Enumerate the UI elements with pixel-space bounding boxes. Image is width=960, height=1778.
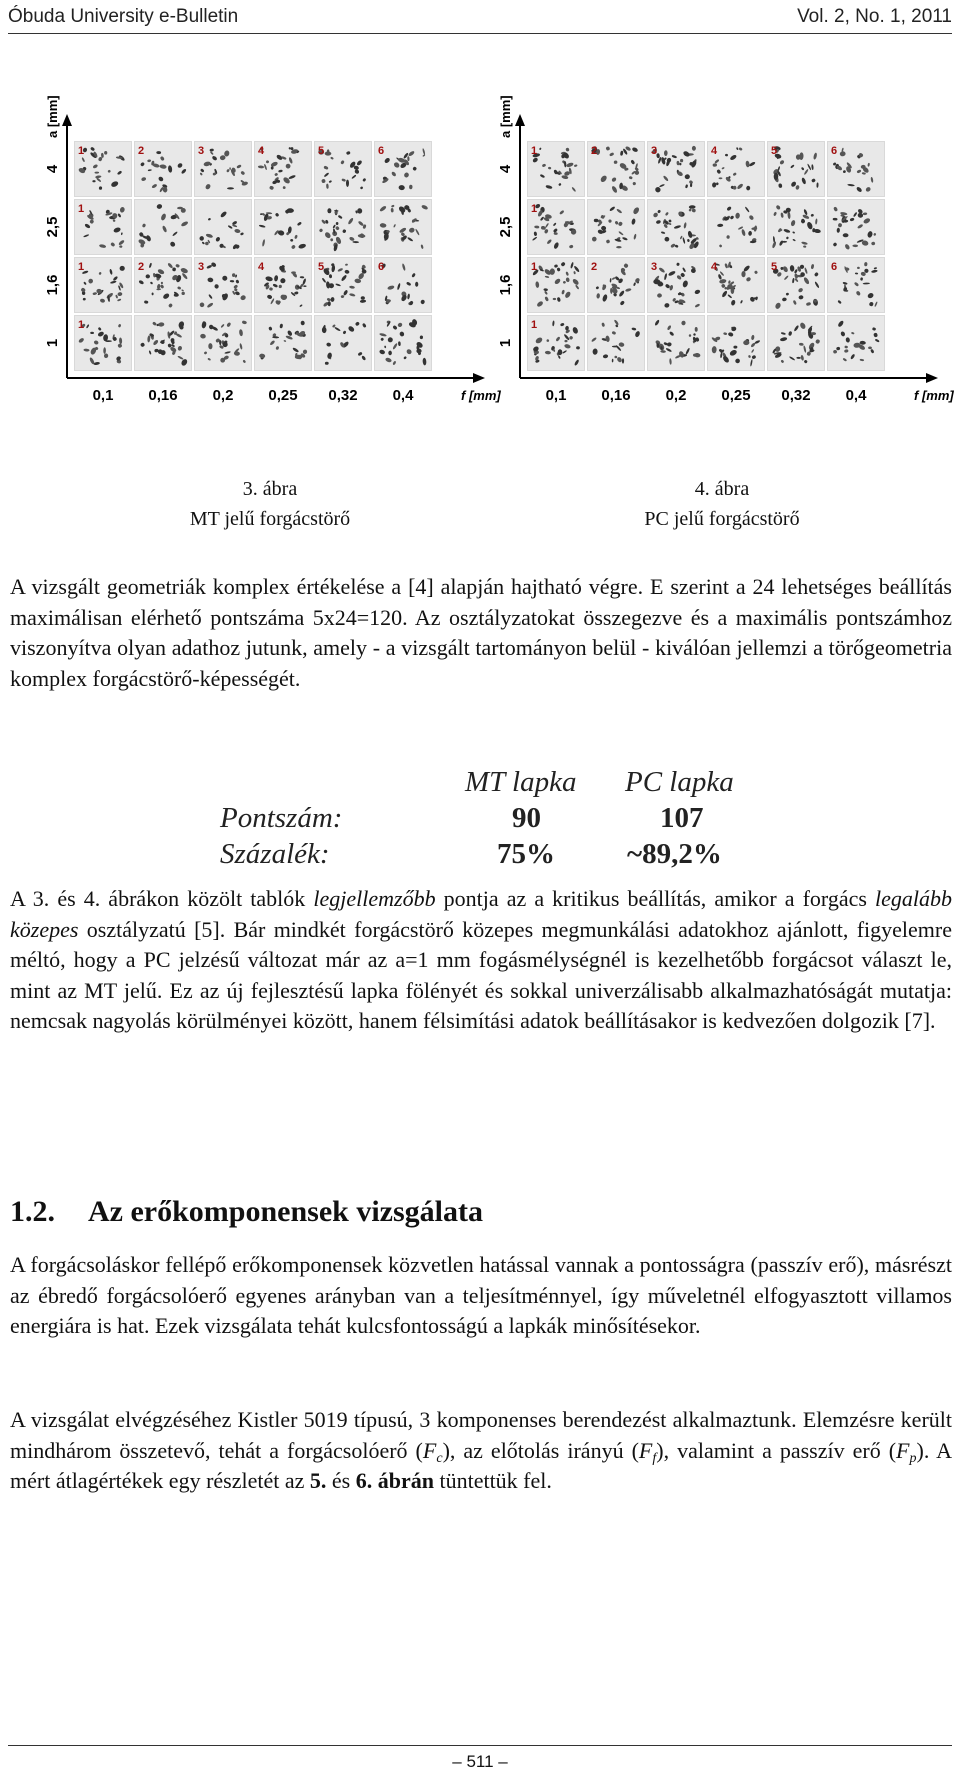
- p2-text-3: osztályzatú [5]. Bár mindkét forgácstörő közepes megmunkálási adatokhoz ajánlott, figyelemre méltó, hogy a PC jelzésű változat már az a=1 mm fogásmélységnél is kezelhetőbb forgácsot választ le, mint az MT jelű. Ez az új fejlesztésű lapka fölényét és sokkal univerzálisabb alkalmazhatóságát mutatja: nemcsak nagyolás körülményei között, hanem félsimítási adatok beállításakor is kedvezően dolgozik [7].: [10, 916, 952, 1033]
- x-tick-label: 0,16: [601, 387, 631, 404]
- chip-photo-cell: [528, 200, 584, 254]
- cell-number-label: 1: [531, 203, 538, 215]
- footer-rule: [8, 1745, 952, 1746]
- x-axis-unit: f [mm]: [914, 388, 954, 403]
- x-axis-unit: f [mm]: [461, 388, 501, 403]
- cell-number-label: 2: [591, 145, 598, 157]
- figure-3-svg: [25, 95, 501, 450]
- x-tick-label: 0,25: [721, 387, 751, 404]
- p4-subscript-p: p: [909, 1450, 917, 1466]
- figure-3-title: MT jelű forgácstörő: [189, 508, 351, 530]
- p2-italic-1: legjellemzőbb: [313, 886, 436, 911]
- p4-subscript-c: c: [436, 1450, 443, 1466]
- chip-photo-cell: [588, 258, 644, 312]
- chip-photo-cell: [315, 316, 371, 370]
- figure-4-caption: [542, 474, 902, 534]
- x-tick-label: 0,2: [212, 387, 234, 404]
- score-row2-pc: ~89,2%: [627, 838, 722, 870]
- p2-text-1: A 3. és 4. ábrákon közölt tablók: [10, 886, 314, 911]
- chip-photo-cell: [315, 142, 371, 196]
- score-row2-label: Százalék:: [220, 838, 330, 870]
- cell-number-label: 1: [78, 319, 85, 331]
- paragraph-measurement: [10, 1405, 952, 1497]
- cell-number-label: 3: [651, 261, 658, 273]
- x-tick-label: 0,4: [392, 387, 414, 404]
- cell-number-label: 4: [711, 145, 718, 157]
- chip-photo-cell: [768, 316, 824, 370]
- p4-force-symbol-2: F: [638, 1437, 653, 1463]
- cell-number-label: 5: [318, 261, 325, 273]
- section-title: Az erőkomponensek vizsgálata: [88, 1195, 483, 1228]
- cell-number-label: 6: [831, 261, 838, 273]
- chip-photo-cell: [588, 200, 644, 254]
- chip-photo-cell: [528, 258, 584, 312]
- page-number: – 511 –: [452, 1752, 508, 1771]
- section-heading: [10, 1195, 483, 1229]
- chip-photo-cell: [75, 258, 131, 312]
- chip-photo-cell: [135, 142, 191, 196]
- y-tick-label: 2,5: [44, 216, 61, 238]
- cell-number-label: 2: [138, 261, 145, 273]
- cell-number-label: 5: [318, 145, 325, 157]
- journal-name: Óbuda University e-Bulletin: [8, 6, 239, 27]
- score-header-mt: MT lapka: [465, 766, 577, 798]
- y-axis-arrow-icon: [515, 114, 525, 126]
- y-tick-label: 2,5: [497, 216, 514, 238]
- cell-number-label: 4: [258, 261, 265, 273]
- volume-info: Vol. 2, No. 1, 2011: [797, 6, 952, 27]
- p4-text-5: és: [326, 1468, 356, 1493]
- cell-number-label: 3: [198, 145, 205, 157]
- chip-photo-cell: [135, 200, 191, 254]
- y-tick-label: 1: [497, 338, 514, 348]
- x-tick-label: 0,1: [545, 387, 567, 404]
- chip-photo-cell: [255, 142, 311, 196]
- section-number: 1.2.: [10, 1195, 55, 1228]
- chip-photo-cell: [588, 142, 644, 196]
- p4-force-symbol-3: F: [896, 1437, 910, 1463]
- cell-number-label: 6: [831, 145, 838, 157]
- x-tick-label: 0,1: [92, 387, 114, 404]
- score-header-pc: PC lapka: [625, 766, 734, 798]
- chip-photo-cell: [528, 316, 584, 370]
- chip-photo-cell: [75, 200, 131, 254]
- chip-photo-cell: [828, 316, 884, 370]
- cell-number-label: 1: [531, 145, 538, 157]
- chip-photo-cell: [255, 316, 311, 370]
- cell-number-label: 5: [771, 145, 778, 157]
- p4-text-4: ). A mért átlagértékek egy részletét az: [10, 1437, 953, 1493]
- chip-photo-cell: [828, 258, 884, 312]
- paragraph-evaluation: A vizsgált geometriák komplex értékelése a [4] alapján hajtható végre. E szerint a 24 lehetséges beállítás maximálisan elérhető pontszáma 5x24=120. Az osztályzatokat összegezve és a maximális pontszámhoz viszonyítva olyan adathoz jutunk, amely - a vizsgált tartományon belül - kiválóan jellemzi a törőgeometria komplex forgácstörő-képességét.: [10, 574, 952, 691]
- cell-number-label: 2: [591, 261, 598, 273]
- chip-photo-cell: [75, 316, 131, 370]
- x-axis-arrow-icon: [926, 373, 938, 383]
- p4-bold-2: 6. ábrán: [355, 1468, 434, 1493]
- x-tick-label: 0,25: [268, 387, 298, 404]
- y-tick-label: 1: [44, 338, 61, 348]
- chip-photo-cell: [828, 142, 884, 196]
- x-tick-label: 0,32: [781, 387, 811, 404]
- p4-text-2: ), az előtolás irányú (: [442, 1437, 639, 1463]
- chip-photo-cell: [648, 200, 704, 254]
- chip-photo-cell: [708, 258, 764, 312]
- cell-number-label: 6: [378, 145, 385, 157]
- cell-number-label: 5: [771, 261, 778, 273]
- cell-number-label: 4: [258, 145, 265, 157]
- cell-number-label: 6: [378, 261, 385, 273]
- figure-3-chip-photo-grid: [25, 95, 501, 450]
- chip-photo-cell: [828, 200, 884, 254]
- chip-photo-cell: [255, 200, 311, 254]
- chip-photo-cell: [768, 142, 824, 196]
- score-row1-label: Pontszám:: [220, 802, 343, 834]
- figure-4-chip-photo-grid: [478, 95, 954, 450]
- y-axis-unit: a [mm]: [45, 95, 60, 138]
- x-tick-label: 0,32: [328, 387, 358, 404]
- chip-photo-cell: [75, 142, 131, 196]
- figure-4-number: 4. ábra: [694, 478, 750, 500]
- chip-photo-cell: [708, 142, 764, 196]
- chip-photo-cell: [375, 200, 431, 254]
- cell-number-label: 1: [531, 319, 538, 331]
- cell-number-label: 1: [78, 145, 85, 157]
- y-axis-arrow-icon: [62, 114, 72, 126]
- chip-photo-cell: [315, 258, 371, 312]
- chip-photo-cell: [768, 200, 824, 254]
- y-tick-label: 1,6: [497, 274, 514, 296]
- figure-3-caption: [90, 474, 450, 534]
- p4-bold-1: 5.: [309, 1468, 327, 1493]
- cell-number-label: 4: [711, 261, 718, 273]
- chip-photo-cell: [195, 316, 251, 370]
- score-row1-mt: 90: [512, 802, 541, 834]
- y-tick-label: 1,6: [44, 274, 61, 296]
- chip-photo-cell: [588, 316, 644, 370]
- y-tick-label: 4: [44, 164, 61, 174]
- chip-photo-cell: [255, 258, 311, 312]
- score-row2-mt: 75%: [497, 838, 555, 870]
- header-rule: [8, 33, 952, 34]
- cell-number-label: 3: [651, 145, 658, 157]
- chip-photo-cell: [768, 258, 824, 312]
- figure-4-title: PC jelű forgácstörő: [644, 508, 800, 530]
- x-tick-label: 0,4: [845, 387, 867, 404]
- chip-photo-cell: [135, 258, 191, 312]
- chip-photo-cell: [195, 258, 251, 312]
- cell-number-label: 1: [531, 261, 538, 273]
- chip-photo-cell: [375, 142, 431, 196]
- chip-photo-cell: [648, 142, 704, 196]
- chip-photo-cell: [648, 316, 704, 370]
- p4-text-6: tüntettük fel.: [433, 1468, 552, 1493]
- chip-photo-cell: [135, 316, 191, 370]
- cell-number-label: 1: [78, 261, 85, 273]
- cell-number-label: 2: [138, 145, 145, 157]
- score-table: [210, 766, 770, 876]
- figure-4-svg: [478, 95, 954, 450]
- paragraph-tables: [10, 884, 952, 1037]
- chip-photo-cell: [195, 142, 251, 196]
- cell-number-label: 1: [78, 203, 85, 215]
- p2-italic-2: legalább közepes: [10, 886, 952, 942]
- chip-photo-cell: [648, 258, 704, 312]
- p2-text-2: pontja az a kritikus beállítás, amikor a forgács: [435, 886, 875, 911]
- chip-photo-cell: [528, 142, 584, 196]
- p4-subscript-f: f: [652, 1450, 657, 1466]
- p4-force-symbol-1: F: [422, 1437, 437, 1463]
- cell-number-label: 3: [198, 261, 205, 273]
- chip-photo-cell: [195, 200, 251, 254]
- chip-photo-cell: [708, 316, 764, 370]
- x-tick-label: 0,2: [665, 387, 687, 404]
- p4-text-1: A vizsgálat elvégzéséhez Kistler 5019 típusú, 3 komponenses berendezést alkalmaztunk. Elemzésre került mindhárom összetevő, tehát a forgácsolóerő (: [10, 1407, 952, 1463]
- paragraph-forces: A forgácsoláskor fellépő erőkomponensek közvetlen hatással vannak a pontosságra (passzív erő), másrészt az ébredő forgácsolóerő egyenes arányban van a teljesítménnyel, így műveletnél elfogyasztott villamos energiára is hat. Ezek vizsgálata tehát kulcsfontosságú a lapkák minősítésekor.: [10, 1252, 952, 1338]
- y-tick-label: 4: [497, 164, 514, 174]
- x-tick-label: 0,16: [148, 387, 178, 404]
- p4-text-3: ), valamint a passzív erő (: [656, 1437, 897, 1463]
- score-row1-pc: 107: [660, 802, 704, 834]
- y-axis-unit: a [mm]: [498, 95, 513, 138]
- chip-photo-cell: [315, 200, 371, 254]
- chip-photo-cell: [375, 258, 431, 312]
- chip-photo-cell: [708, 200, 764, 254]
- running-header: [8, 2, 952, 32]
- figure-3-number: 3. ábra: [242, 478, 298, 500]
- chip-photo-cell: [375, 316, 431, 370]
